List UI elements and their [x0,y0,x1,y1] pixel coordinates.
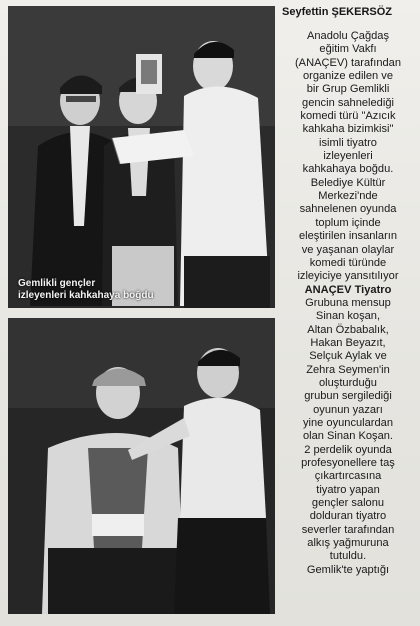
article-line: kahkahaya boğdu. [302,163,394,176]
article-body [282,30,414,577]
theatre-photo-bottom-image [8,318,275,614]
article-line: alkış yağmuruna [307,537,389,550]
theatre-photo-top-image [8,6,275,308]
article-line: ve yaşanan olaylar [301,243,395,256]
article-line: tiyatro yapan [316,483,380,496]
photo-caption-line-2: izleyenleri kahkahaya boğdu [18,290,154,301]
article-line: Belediye Kültür [310,176,386,189]
article-line: Anadolu Çağdaş [306,30,390,42]
article-line: isimli tiyatro [319,136,377,149]
article-line: profesyonellere taş [301,457,395,469]
article-line: sahnelenen oyunda [299,203,397,216]
article-line: Selçuk Aylak ve [309,350,387,363]
article-line: Merkezi'nde [318,190,378,203]
article-line: Zehra Seymen'in [306,363,390,376]
article-line: komedi türünde [309,256,387,269]
article-line: gençler salonu [311,497,385,510]
article-line: izleyenleri [323,150,373,163]
article-line: gencin sahnelediği [302,96,394,109]
article-line: Altan Özbabalık, [307,323,389,336]
article-line: oluşturduğu [319,376,377,389]
article-line: olan Sinan Koşan. [302,430,394,443]
theatre-photo-top [8,6,275,308]
article-line: Hakan Beyazıt, [310,336,386,349]
article-line: Sinan koşan, [315,310,381,323]
theatre-photo-bottom [8,318,275,614]
article-line: Grubuna mensup [305,296,391,309]
article-line: grubun sergilediği [304,390,392,403]
article-line: dolduran tiyatro [309,510,387,523]
article-line: Gemlik'te yaptığı [306,563,390,576]
article-line: kahkaha bizimkisi" [302,123,394,136]
article-line: eğitim Vakfı [319,43,377,56]
byline: Seyfettin ŞEKERSÖZ [282,6,393,18]
article-line: severler tarafından [301,523,395,536]
photo-caption-line-1: Gemlikli gençler [18,278,96,289]
article-line: komedi türü "Azıcık [300,110,396,123]
article-line: 2 perdelik oyunda [304,443,392,456]
article-line: yine oyunculardan [302,416,394,429]
article-line: çıkartırcasına [314,470,382,483]
article-line: ANAÇEV Tiyatro [304,283,392,296]
article-line: oyunun yazarı [313,403,383,416]
article-line: (ANAÇEV) tarafından [294,56,402,69]
article-line: toplum içinde [315,216,381,229]
article-line: bir Grup Gemlikli [306,83,390,96]
article-line: izleyiciye yansıtılıyor [297,270,399,283]
article-line: tutuldu. [329,550,367,563]
article-line: eleştirilen insanların [298,230,398,243]
article-line: organize edilen ve [302,70,394,83]
photo-caption [18,278,154,302]
